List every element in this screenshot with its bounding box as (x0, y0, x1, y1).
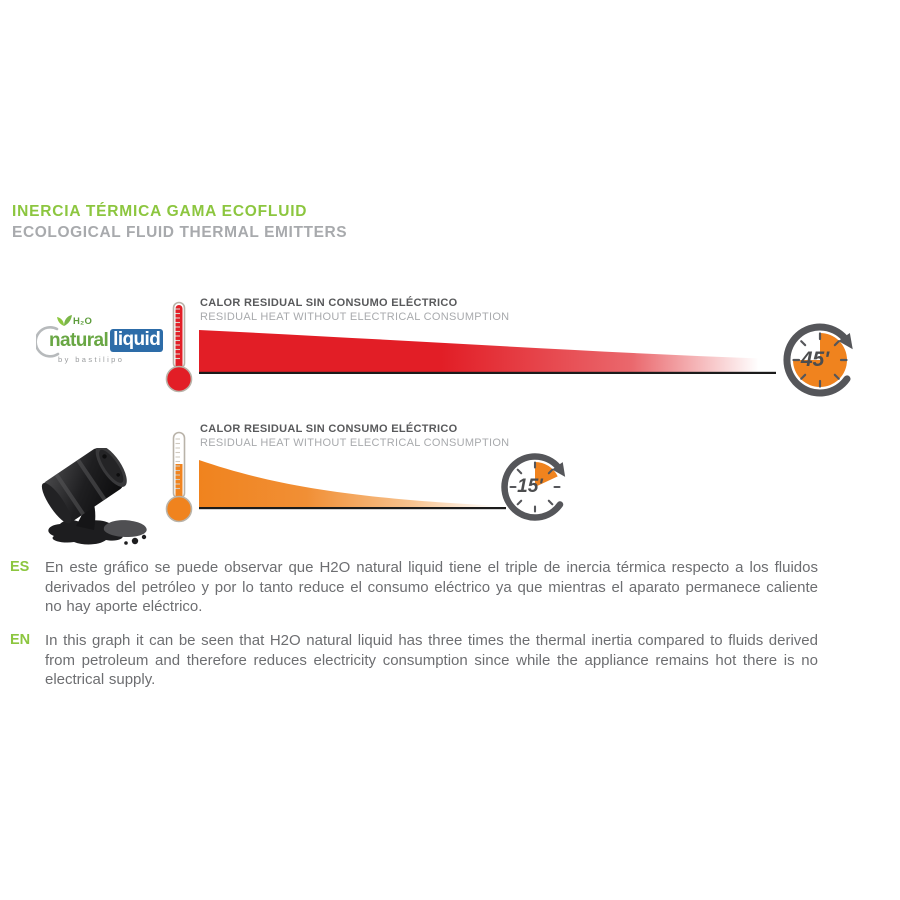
leaf-icon (56, 314, 72, 327)
residual-heat-label-en: RESIDUAL HEAT WITHOUT ELECTRICAL CONSUMPTION (200, 437, 510, 449)
baseline (199, 507, 506, 509)
timer-15-icon (496, 448, 574, 526)
timer-15-label: 15' (517, 476, 543, 497)
lang-badge-es: ES (10, 559, 30, 575)
logo-liquid-label: liquid (110, 329, 163, 352)
page-subtitle: ECOLOGICAL FLUID THERMAL EMITTERS (12, 224, 348, 241)
h2o-label: H₂O (73, 316, 93, 327)
paragraph-en-text: In this graph it can be seen that H2O natural liquid has three times the thermal inertia compared to fluids derived from petroleum and therefore reduces electricity consumption since while the appliance remains hot there is no electrical supply. (45, 632, 818, 688)
residual-heat-label-es: CALOR RESIDUAL SIN CONSUMO ELÉCTRICO (200, 297, 458, 309)
residual-heat-label-es: CALOR RESIDUAL SIN CONSUMO ELÉCTRICO (200, 423, 458, 435)
paragraph-es (10, 558, 818, 617)
orange-decay-wedge-chart (199, 457, 506, 511)
thermometer-red-icon (161, 300, 197, 394)
timer-45-icon (778, 318, 862, 402)
chart-row-natural-liquid (0, 294, 900, 409)
oil-barrel-icon (40, 448, 158, 546)
residual-heat-label-en: RESIDUAL HEAT WITHOUT ELECTRICAL CONSUMPTION (200, 311, 510, 323)
paragraph-en (10, 631, 818, 690)
logo-wordmark (49, 329, 163, 352)
header (12, 203, 347, 242)
page-title: INERCIA TÉRMICA GAMA ECOFLUID (12, 203, 308, 220)
logo-byline: by bastilipo (58, 355, 125, 364)
baseline (199, 372, 776, 374)
chart-row-petroleum (0, 420, 900, 545)
paragraph-es-text: En este gráfico se puede observar que H2O natural liquid tiene el triple de inercia térmica respecto a los fluidos derivados del petróleo y por lo tanto reduce el consumo eléctrico ya que mientras el aparato permanece caliente no hay aporte eléctrico. (45, 559, 818, 615)
logo-natural-label: natural (49, 329, 109, 351)
row-labels (200, 424, 509, 449)
natural-liquid-logo (36, 314, 166, 370)
thermometer-orange-icon (161, 430, 197, 524)
h2o-mark (56, 314, 92, 327)
row-labels (200, 298, 509, 323)
timer-45-label: 45' (800, 348, 830, 371)
red-decay-wedge-chart (199, 328, 776, 376)
lang-badge-en: EN (10, 632, 31, 648)
